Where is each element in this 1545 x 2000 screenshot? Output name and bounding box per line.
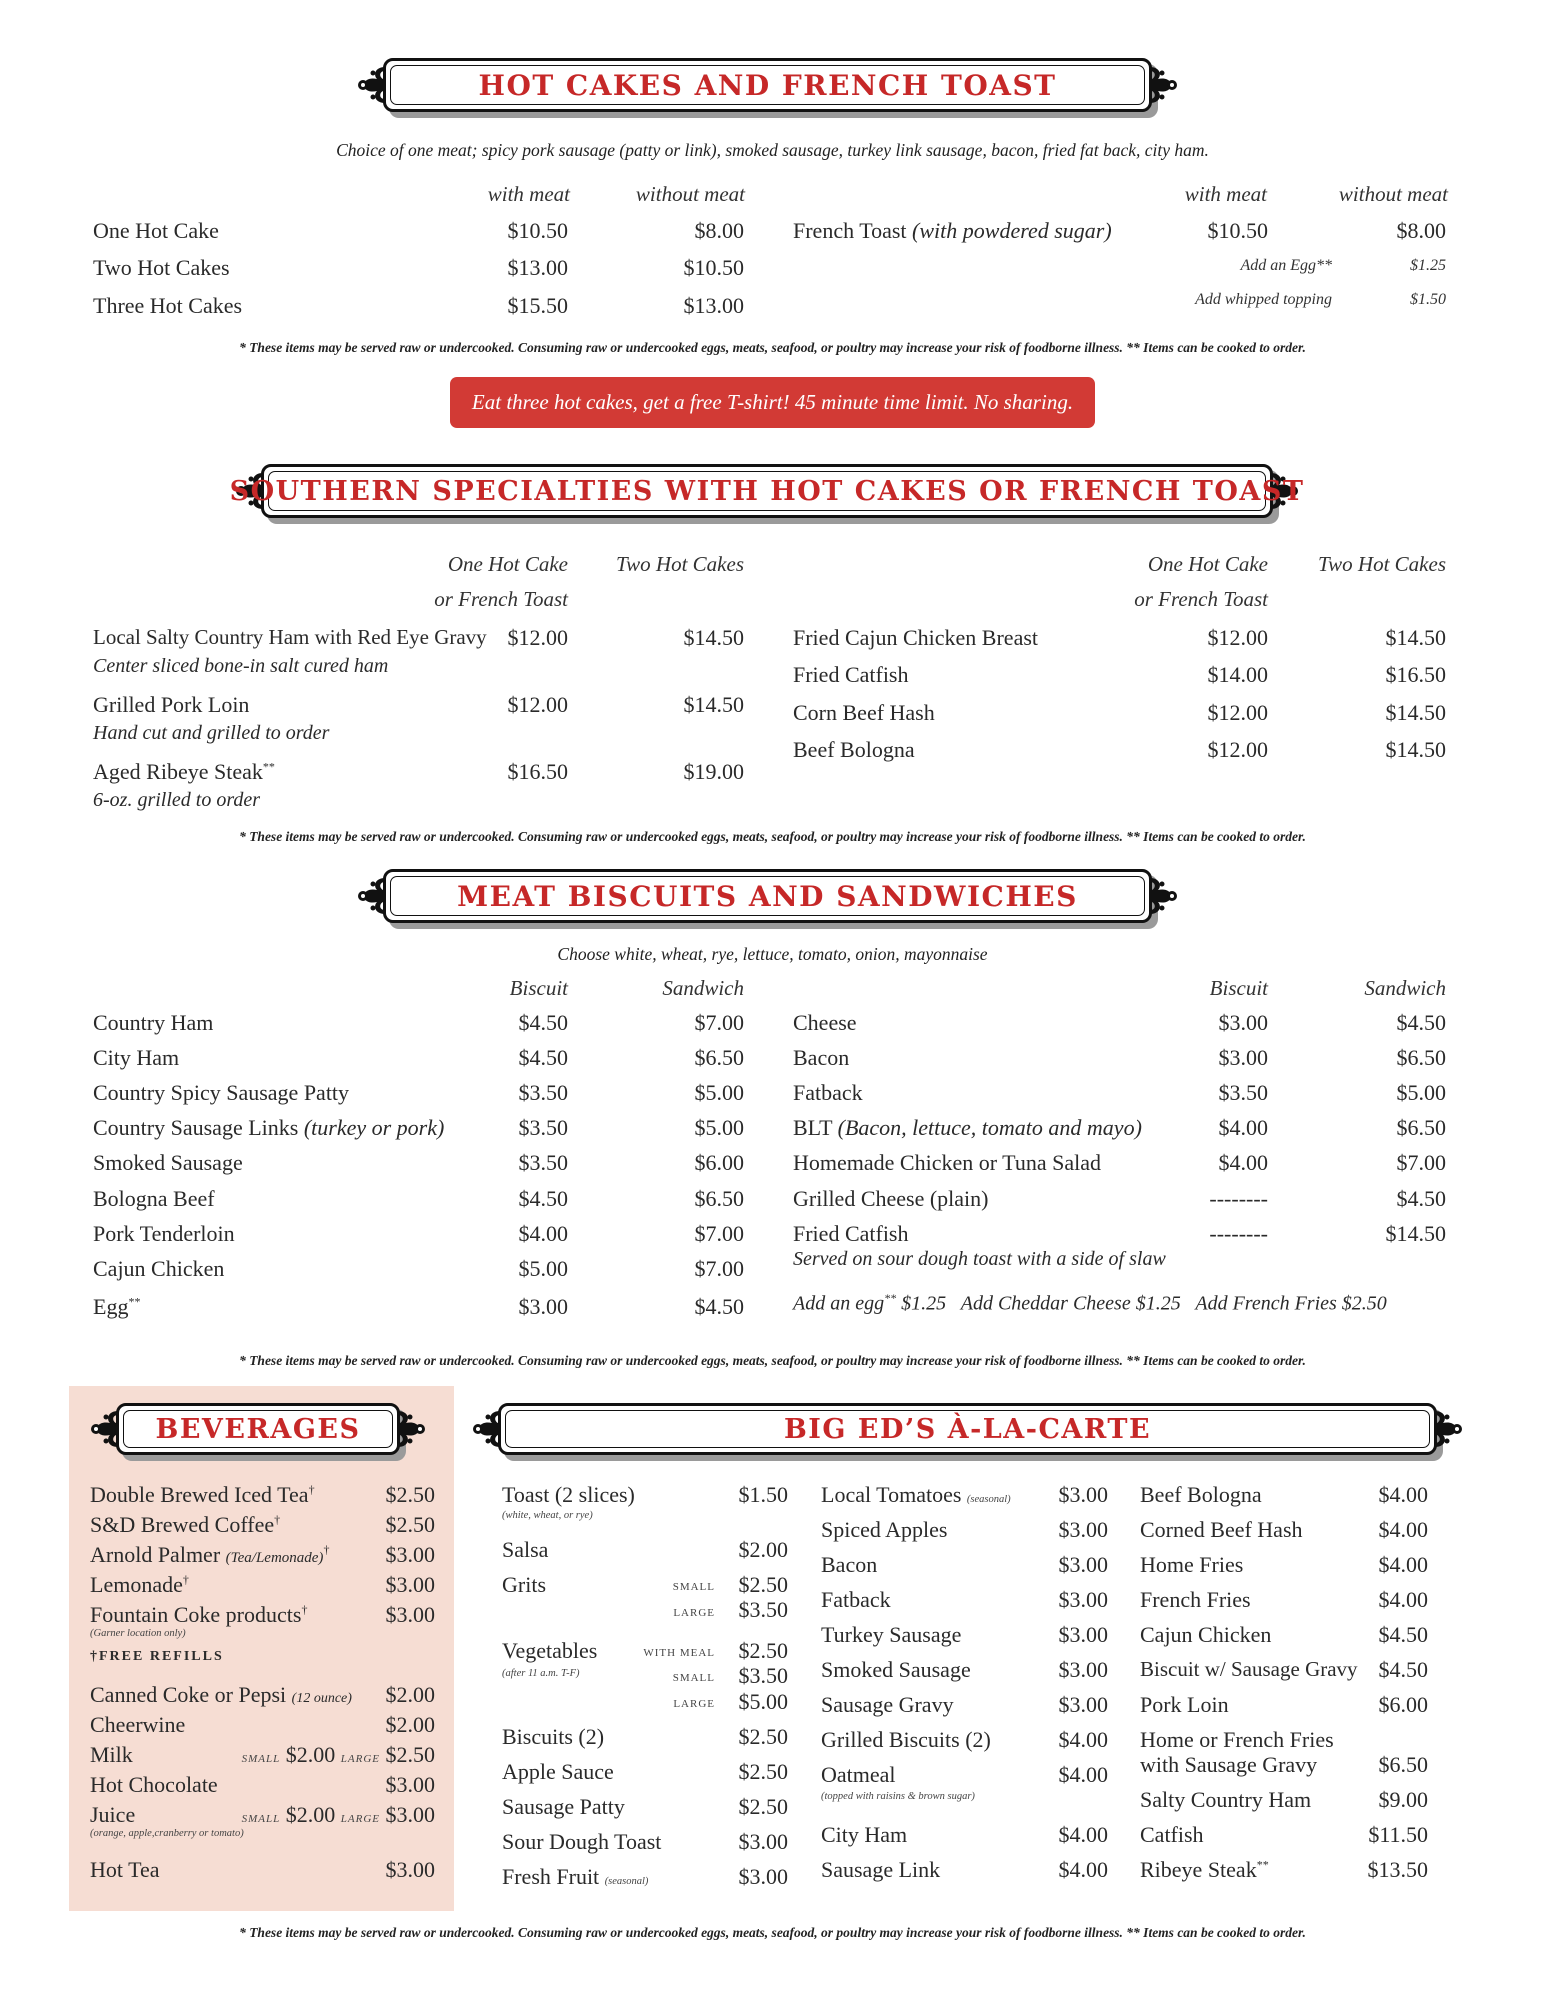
- beverage-item: [90, 1482, 315, 1508]
- menu-item-name: Oatmeal: [821, 1762, 896, 1787]
- col-head-two: Two Hot Cakes: [616, 552, 744, 576]
- price: $3.00: [1058, 1692, 1108, 1717]
- price: $4.00: [1058, 1822, 1108, 1847]
- menu-item-desc: Center sliced bone-in salt cured ham: [93, 655, 389, 677]
- menu-item-name: Pork Loin: [1140, 1692, 1229, 1717]
- price-sandwich: $14.50: [1385, 1221, 1446, 1246]
- price-sandwich: $6.50: [694, 1045, 744, 1070]
- menu-item-name: Smoked Sausage: [93, 1150, 243, 1175]
- menu-item-name: Sour Dough Toast: [502, 1829, 662, 1854]
- menu-item-name: Sausage Patty: [502, 1794, 625, 1819]
- section-title: BIG ED’S À-LA-CARTE: [783, 1413, 1152, 1445]
- menu-item-name: French Fries: [1140, 1587, 1251, 1612]
- addon-price: $1.50: [1410, 291, 1446, 308]
- menu-item-name: Corned Beef Hash: [1140, 1517, 1303, 1542]
- menu-item-name: Pork Tenderloin: [93, 1221, 235, 1246]
- price: $3.00: [385, 1602, 435, 1627]
- beverage-item: [90, 1512, 280, 1538]
- price: $2.00: [385, 1682, 435, 1707]
- menu-item-name: Country Sausage Links: [93, 1115, 299, 1140]
- price: $4.00: [1058, 1762, 1108, 1787]
- price: $2.00: [385, 1712, 435, 1737]
- menu-item-name: City Ham: [93, 1045, 180, 1070]
- menu-item-name: Smoked Sausage: [821, 1657, 971, 1682]
- price-biscuit: $4.50: [518, 1010, 568, 1035]
- col-head-with-meat: with meat: [487, 182, 570, 206]
- addon-cheese: Add Cheddar Cheese $1.25: [960, 1292, 1181, 1315]
- menu-item-name: Fatback: [821, 1587, 891, 1612]
- price: $4.50: [1378, 1657, 1428, 1682]
- hotcakes-intro: Choice of one meat; spicy pork sausage (patty or link), smoked sausage, turkey link sausage, bacon, fried fat back, city ham.: [336, 140, 1209, 160]
- menu-item-name: Lemonade: [90, 1572, 183, 1597]
- col-head-sandwich: Sandwich: [1364, 976, 1446, 1000]
- price-two: $14.50: [1385, 737, 1446, 762]
- price-sandwich: $7.00: [694, 1010, 744, 1035]
- addon-name: Add whipped topping: [1195, 291, 1332, 308]
- addon-fries: Add French Fries $2.50: [1195, 1292, 1387, 1315]
- menu-item-name: Catfish: [1140, 1822, 1204, 1847]
- price-large: $3.00: [385, 1802, 435, 1827]
- menu-item-name: Country Ham: [93, 1010, 214, 1035]
- price-biscuit: $5.00: [518, 1256, 568, 1281]
- size-label-small: SMALL: [241, 1813, 281, 1825]
- menu-item-name: Cajun Chicken: [93, 1256, 225, 1281]
- promo-banner: Eat three hot cakes, get a free T-shirt! 45 minute time limit. No sharing.: [450, 377, 1095, 428]
- price-one: $12.00: [507, 625, 568, 650]
- price-sandwich: $5.00: [1396, 1080, 1446, 1105]
- menu-item-name: City Ham: [821, 1822, 908, 1847]
- beverage-item: [90, 1572, 189, 1598]
- southern-banner: [229, 464, 1305, 518]
- price-without: $8.00: [694, 218, 744, 243]
- price-with: $13.00: [507, 255, 568, 280]
- free-refill-mark: †: [182, 1572, 189, 1587]
- addon-price: $1.25: [1410, 257, 1446, 274]
- size-label-large: LARGE: [673, 1698, 715, 1710]
- price-small: $2.50: [738, 1572, 788, 1597]
- menu-item-name: Beef Bologna: [793, 737, 915, 762]
- free-refill-mark: †: [323, 1542, 330, 1557]
- disclaimer: * These items may be served raw or undercooked. Consuming raw or undercooked eggs, meats, seafood, or poultry may increase your risk of foodborne illness. ** Items can be cooked to order.: [239, 340, 1306, 355]
- addon-name: Add an Egg**: [1240, 257, 1332, 274]
- col-head-sandwich: Sandwich: [662, 976, 744, 1000]
- menu-item-name: Grits: [502, 1572, 546, 1597]
- menu-item-name: Two Hot Cakes: [93, 255, 230, 280]
- price: $9.00: [1378, 1787, 1428, 1812]
- menu-item-name: BLT: [793, 1115, 833, 1140]
- price-sandwich: $5.00: [694, 1115, 744, 1140]
- menu-item-name: Cheese: [793, 1010, 857, 1035]
- price: $3.00: [385, 1857, 435, 1882]
- price-one: $12.00: [507, 692, 568, 717]
- menu-item-name: Bacon: [821, 1552, 878, 1577]
- price: $1.50: [738, 1482, 788, 1507]
- size-label-large: LARGE: [340, 1813, 380, 1825]
- menu-item-name: Spiced Apples: [821, 1517, 948, 1542]
- price-sandwich: $6.50: [1396, 1045, 1446, 1070]
- price-biscuit: $4.00: [1218, 1150, 1268, 1175]
- price: $6.50: [1378, 1752, 1428, 1777]
- price-one: $12.00: [1207, 625, 1268, 650]
- col-head-with-meat: with meat: [1184, 182, 1267, 206]
- beverage-item: [90, 1542, 329, 1568]
- beverage-item: [90, 1682, 352, 1708]
- free-refill-mark: †: [274, 1512, 281, 1527]
- price: $3.00: [1058, 1552, 1108, 1577]
- price-with: $10.50: [1207, 218, 1268, 243]
- price-biscuit: $3.50: [518, 1115, 568, 1140]
- price: $6.00: [1378, 1692, 1428, 1717]
- col-head-one: or French Toast: [434, 587, 568, 611]
- french-toast-item: [793, 218, 1112, 244]
- price: $4.00: [1058, 1857, 1108, 1882]
- price-sandwich: $4.50: [1396, 1186, 1446, 1211]
- price-biscuit: $3.50: [518, 1080, 568, 1105]
- menu-item-name: S&D Brewed Coffee: [90, 1512, 275, 1537]
- beverages-banner: [88, 1403, 428, 1455]
- price: $4.00: [1378, 1587, 1428, 1612]
- price: $2.50: [385, 1482, 435, 1507]
- section-title: MEAT BISCUITS AND SANDWICHES: [457, 879, 1078, 913]
- size-label-small: SMALL: [241, 1753, 281, 1765]
- price: $2.50: [738, 1724, 788, 1749]
- col-head-without-meat: without meat: [1338, 182, 1448, 206]
- price-with-meal: $2.50: [738, 1638, 788, 1663]
- menu-item-note: (seasonal): [604, 1876, 649, 1887]
- price: $2.50: [385, 1512, 435, 1537]
- menu-item-name: Local Salty Country Ham with Red Eye Gravy: [93, 625, 487, 649]
- beverage-item: [90, 1602, 307, 1628]
- price-with: $10.50: [507, 218, 568, 243]
- menu-item-name: Fresh Fruit: [502, 1864, 600, 1889]
- menu-item-name: Homemade Chicken or Tuna Salad: [793, 1150, 1101, 1175]
- menu-item-name: Toast (2 slices): [502, 1482, 635, 1507]
- price-two: $19.00: [683, 759, 744, 784]
- price: $2.50: [738, 1794, 788, 1819]
- menu-item-desc: 6-oz. grilled to order: [93, 789, 261, 811]
- size-label-with-meal: WITH MEAL: [643, 1647, 715, 1659]
- menu-item-sub: (orange, apple,cranberry or tomato): [90, 1828, 244, 1839]
- hotcakes-banner: [355, 58, 1180, 112]
- menu-item-name: Biscuit w/ Sausage Gravy: [1140, 1657, 1358, 1681]
- biscuits-banner: [355, 869, 1180, 923]
- price: $3.00: [385, 1572, 435, 1597]
- price: $3.00: [385, 1542, 435, 1567]
- price: $4.00: [1058, 1727, 1108, 1752]
- menu-item-name: Bologna Beef: [93, 1186, 215, 1211]
- price-biscuit: $3.50: [518, 1150, 568, 1175]
- section-title: HOT CAKES AND FRENCH TOAST: [478, 68, 1057, 102]
- menu-item-name: Turkey Sausage: [821, 1622, 962, 1647]
- price-biscuit: $4.00: [1218, 1115, 1268, 1140]
- menu-item-name: Canned Coke or Pepsi: [90, 1682, 287, 1707]
- menu-item-name: Fried Catfish: [793, 662, 909, 687]
- price-biscuit: $4.50: [518, 1186, 568, 1211]
- price-sandwich: $6.00: [694, 1150, 744, 1175]
- menu-item-name: Arnold Palmer: [90, 1542, 221, 1567]
- menu-item-name: Egg: [93, 1294, 129, 1319]
- price-sandwich: $5.00: [694, 1080, 744, 1105]
- price-biscuit: $3.00: [1218, 1045, 1268, 1070]
- menu-item-desc: Hand cut and grilled to order: [93, 722, 330, 744]
- size-label-large: LARGE: [673, 1607, 715, 1619]
- menu-item-name: Vegetables: [502, 1638, 598, 1663]
- col-head-two: Two Hot Cakes: [1318, 552, 1446, 576]
- alacarte-banner: [470, 1403, 1465, 1455]
- size-price-row: [242, 1742, 435, 1768]
- price-one: $12.00: [1207, 737, 1268, 762]
- menu-item-name: Bacon: [793, 1045, 850, 1070]
- price: $2.50: [738, 1759, 788, 1784]
- addon-egg-price: $1.25: [901, 1292, 947, 1315]
- menu-item-note: (turkey or pork): [303, 1115, 445, 1140]
- price: $3.00: [738, 1829, 788, 1854]
- menu-item-desc: Served on sour dough toast with a side of slaw: [793, 1248, 1166, 1270]
- price-two: $14.50: [1385, 625, 1446, 650]
- price-two: $14.50: [683, 625, 744, 650]
- price-small: $2.00: [285, 1742, 336, 1767]
- size-label-small: SMALL: [672, 1581, 715, 1593]
- menu-item-name: Biscuits (2): [502, 1724, 605, 1749]
- fresh-fruit-item: [502, 1864, 648, 1890]
- col-head-one: or French Toast: [1134, 587, 1268, 611]
- col-head-biscuit: Biscuit: [509, 976, 568, 1000]
- price-small: $2.00: [285, 1802, 336, 1827]
- menu-item-name: Local Tomatoes: [821, 1482, 962, 1507]
- section-title: BEVERAGES: [155, 1413, 361, 1445]
- menu-item-note: (12 ounce): [291, 1691, 352, 1706]
- menu-item-name: Sausage Link: [821, 1857, 941, 1882]
- price: $4.00: [1378, 1552, 1428, 1577]
- menu-item-name: Fried Catfish: [793, 1221, 909, 1246]
- menu-item-name: Milk: [90, 1742, 133, 1767]
- menu-item-note: (Tea/Lemonade): [225, 1550, 324, 1566]
- menu-item-name: Salty Country Ham: [1140, 1787, 1312, 1812]
- price-sandwich: $7.00: [694, 1256, 744, 1281]
- menu-item-name: Double Brewed Iced Tea: [90, 1482, 309, 1507]
- price-sandwich: $4.50: [1396, 1010, 1446, 1035]
- menu-item-name: Cajun Chicken: [1140, 1622, 1272, 1647]
- price: $3.00: [1058, 1657, 1108, 1682]
- menu-item-name: Fatback: [793, 1080, 863, 1105]
- menu-item-name: Grilled Pork Loin: [93, 692, 250, 717]
- free-refill-mark: †: [301, 1602, 308, 1617]
- section-title: SOUTHERN SPECIALTIES WITH HOT CAKES OR FRENCH TOAST: [229, 475, 1305, 507]
- menu-item-name: Fried Cajun Chicken Breast: [793, 625, 1039, 650]
- price-biscuit: $4.00: [518, 1221, 568, 1246]
- price: $4.00: [1378, 1517, 1428, 1542]
- size-label-large: LARGE: [340, 1753, 380, 1765]
- ribeye-item: [93, 759, 275, 785]
- menu-item-name: Beef Bologna: [1140, 1482, 1262, 1507]
- disclaimer: * These items may be served raw or undercooked. Consuming raw or undercooked eggs, meats, seafood, or poultry may increase your risk of foodborne illness. ** Items can be cooked to order.: [239, 1353, 1306, 1368]
- menu-item-name: Country Spicy Sausage Patty: [93, 1080, 350, 1105]
- disclaimer: * These items may be served raw or undercooked. Consuming raw or undercooked eggs, meats, seafood, or poultry may increase your risk of foodborne illness. ** Items can be cooked to order.: [239, 829, 1306, 844]
- menu-item-name: Hot Chocolate: [90, 1772, 218, 1797]
- price-sandwich: $7.00: [1396, 1150, 1446, 1175]
- price-large: $2.50: [385, 1742, 435, 1767]
- menu-item-name: with Sausage Gravy: [1140, 1752, 1318, 1777]
- price-two: $14.50: [1385, 700, 1446, 725]
- menu-item-sub: (topped with raisins & brown sugar): [821, 1791, 975, 1802]
- menu-item-name: Corn Beef Hash: [793, 700, 935, 725]
- price: $4.00: [1378, 1482, 1428, 1507]
- price: $13.50: [1367, 1857, 1428, 1882]
- price-sandwich: $6.50: [694, 1186, 744, 1211]
- price: $3.00: [1058, 1517, 1108, 1542]
- menu-item-name: Juice: [90, 1802, 136, 1827]
- free-refill-mark: †: [308, 1482, 315, 1497]
- menu-item-name: Ribeye Steak: [1140, 1857, 1257, 1882]
- price-without: $8.00: [1396, 218, 1446, 243]
- price: $3.00: [738, 1864, 788, 1889]
- price-two: $16.50: [1385, 662, 1446, 687]
- price-without: $10.50: [683, 255, 744, 280]
- addon-egg: Add an egg: [793, 1292, 885, 1315]
- menu-item-sub: (Garner location only): [90, 1628, 186, 1639]
- menu-item-note: (seasonal): [966, 1494, 1011, 1505]
- price: $3.00: [385, 1772, 435, 1797]
- menu-item-name: Cheerwine: [90, 1712, 186, 1737]
- menu-item-sub: (white, wheat, or rye): [502, 1510, 593, 1521]
- disclaimer: * These items may be served raw or undercooked. Consuming raw or undercooked eggs, meats, seafood, or poultry may increase your risk of foodborne illness. ** Items can be cooked to order.: [239, 1925, 1306, 1940]
- menu-item-name: Grilled Cheese (plain): [793, 1186, 989, 1211]
- size-label-small: SMALL: [672, 1672, 715, 1684]
- menu-item-name: Salsa: [502, 1537, 549, 1562]
- price-one: $16.50: [507, 759, 568, 784]
- cooked-to-order-mark: **: [128, 1294, 141, 1309]
- biscuit-addons: [793, 1291, 1387, 1316]
- menu-item-name: Fountain Coke products: [90, 1602, 302, 1627]
- menu-item-name: Home or French Fries: [1140, 1727, 1334, 1752]
- menu-item-name: Hot Tea: [90, 1857, 160, 1882]
- price-sandwich: $7.00: [694, 1221, 744, 1246]
- menu-item-sub: (after 11 a.m. T-F): [502, 1668, 580, 1679]
- price-one: $14.00: [1207, 662, 1268, 687]
- menu-item-name: Sausage Gravy: [821, 1692, 954, 1717]
- col-head-one: One Hot Cake: [447, 552, 568, 576]
- price-large: $5.00: [738, 1689, 788, 1714]
- cooked-to-order-mark: **: [884, 1291, 897, 1305]
- col-head-one: One Hot Cake: [1147, 552, 1268, 576]
- size-price-row: [242, 1802, 435, 1828]
- free-refills-label: †FREE REFILLS: [90, 1649, 224, 1664]
- menu-item-name: French Toast: [793, 218, 907, 243]
- price-with: $15.50: [507, 293, 568, 318]
- menu-item-note: (Bacon, lettuce, tomato and mayo): [837, 1115, 1142, 1140]
- menu-item-name: Three Hot Cakes: [93, 293, 243, 318]
- price-biscuit: $3.50: [1218, 1080, 1268, 1105]
- menu-item-note: (with powdered sugar): [912, 218, 1112, 243]
- menu-item-name: Grilled Biscuits (2): [821, 1727, 991, 1752]
- price: $3.00: [1058, 1482, 1108, 1507]
- menu-item-name: Apple Sauce: [502, 1759, 614, 1784]
- price: $4.50: [1378, 1622, 1428, 1647]
- price-biscuit: --------: [1209, 1221, 1268, 1246]
- price: $3.00: [1058, 1587, 1108, 1612]
- col-head-biscuit: Biscuit: [1209, 976, 1268, 1000]
- menu-item-name: One Hot Cake: [93, 218, 219, 243]
- price-small: $3.50: [738, 1663, 788, 1688]
- price-sandwich: $4.50: [694, 1294, 744, 1319]
- price-large: $3.50: [738, 1597, 788, 1622]
- price-biscuit: $4.50: [518, 1045, 568, 1070]
- biscuits-intro: Choose white, wheat, rye, lettuce, tomato, onion, mayonnaise: [557, 944, 988, 964]
- sausage-links-item: [93, 1115, 444, 1141]
- ribeye-item: [1140, 1857, 1269, 1883]
- tomatoes-item: [821, 1482, 1011, 1508]
- cooked-to-order-mark: **: [1256, 1857, 1269, 1872]
- menu-item-name: Home Fries: [1140, 1552, 1244, 1577]
- egg-item: [93, 1294, 140, 1320]
- price-sandwich: $6.50: [1396, 1115, 1446, 1140]
- price-one: $12.00: [1207, 700, 1268, 725]
- price-two: $14.50: [683, 692, 744, 717]
- price: $3.00: [1058, 1622, 1108, 1647]
- menu-item-name: Aged Ribeye Steak: [93, 759, 263, 784]
- price-biscuit: $3.00: [518, 1294, 568, 1319]
- blt-item: [793, 1115, 1142, 1141]
- price: $11.50: [1368, 1822, 1428, 1847]
- price-biscuit: --------: [1209, 1186, 1268, 1211]
- cooked-to-order-mark: **: [262, 759, 275, 774]
- col-head-without-meat: without meat: [635, 182, 745, 206]
- price-biscuit: $3.00: [1218, 1010, 1268, 1035]
- price-without: $13.00: [683, 293, 744, 318]
- price: $2.00: [738, 1537, 788, 1562]
